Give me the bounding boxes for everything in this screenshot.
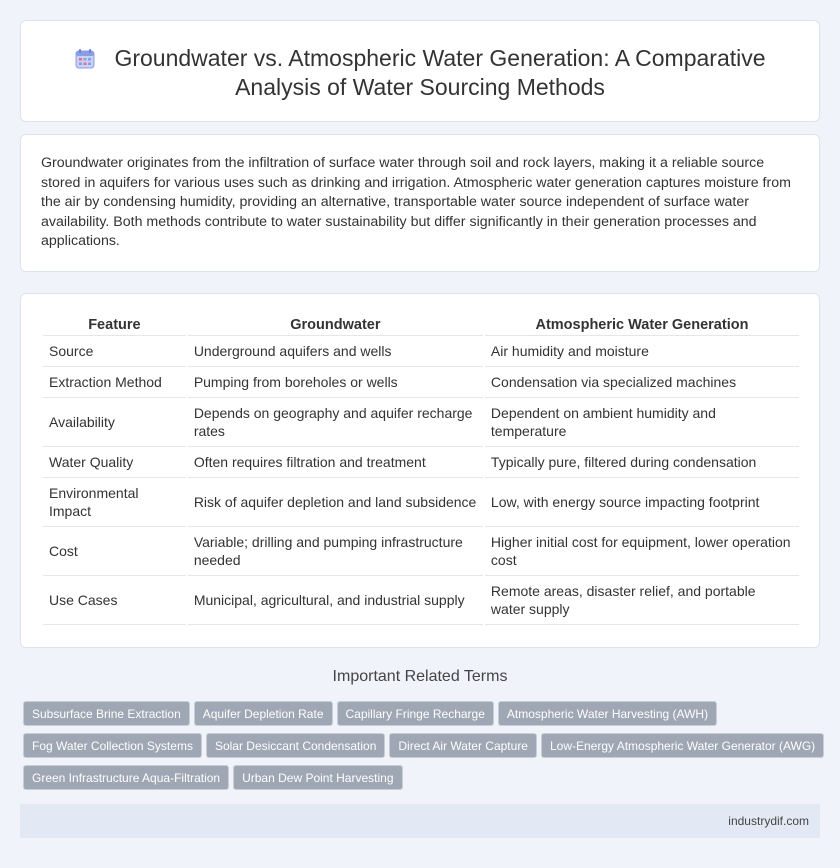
table-row [43, 527, 799, 576]
table-row [43, 447, 799, 478]
comparison-table-card [20, 293, 820, 648]
title-text: Groundwater vs. Atmospheric Water Generation: A Comparative Analysis of Water Sourcing Methods [114, 45, 766, 100]
table-row [43, 478, 799, 527]
footer-site-link[interactable]: industrydif.com [728, 814, 809, 828]
row-groundwater: Depends on geography and aquifer recharge rates [188, 398, 483, 447]
comparison-table [41, 314, 801, 625]
calendar-icon [74, 48, 96, 70]
related-term-tag[interactable]: Urban Dew Point Harvesting [233, 765, 402, 790]
related-terms-heading: Important Related Terms [332, 668, 508, 685]
row-atmospheric: Condensation via specialized machines [485, 367, 799, 398]
related-term-tag[interactable]: Atmospheric Water Harvesting (AWH) [498, 701, 717, 726]
row-groundwater: Variable; drilling and pumping infrastructure needed [188, 527, 483, 576]
related-term-tag[interactable]: Green Infrastructure Aqua-Filtration [23, 765, 229, 790]
tag-row [23, 701, 823, 733]
row-feature: Water Quality [43, 447, 186, 478]
row-groundwater: Pumping from boreholes or wells [188, 367, 483, 398]
header-groundwater: Groundwater [188, 314, 483, 336]
page-title [61, 44, 779, 102]
row-feature: Source [43, 336, 186, 367]
row-feature: Cost [43, 527, 186, 576]
row-atmospheric: Remote areas, disaster relief, and portable water supply [485, 576, 799, 625]
row-groundwater: Often requires filtration and treatment [188, 447, 483, 478]
row-atmospheric: Typically pure, filtered during condensation [485, 447, 799, 478]
related-term-tag[interactable]: Direct Air Water Capture [389, 733, 537, 758]
related-term-tag[interactable]: Aquifer Depletion Rate [194, 701, 333, 726]
table-row [43, 576, 799, 625]
row-atmospheric: Higher initial cost for equipment, lower operation cost [485, 527, 799, 576]
related-term-tag[interactable]: Capillary Fringe Recharge [337, 701, 494, 726]
row-groundwater: Risk of aquifer depletion and land subsidence [188, 478, 483, 527]
intro-paragraph: Groundwater originates from the infiltration of surface water through soil and rock layers, making it a reliable source stored in aquifers for various uses such as drinking and irrigation. Atmospheric water generation captures moisture from the air by condensing humidity, providing an alternative, transportable water source independent of surface water availability. Both methods contribute to water sustainability but differ significantly in their generation processes and applications. [41, 155, 791, 249]
related-term-tag[interactable]: Solar Desiccant Condensation [206, 733, 385, 758]
related-term-tag[interactable]: Fog Water Collection Systems [23, 733, 202, 758]
related-term-tag[interactable]: Low-Energy Atmospheric Water Generator (AWG) [541, 733, 824, 758]
header-feature: Feature [43, 314, 186, 336]
table-row [43, 336, 799, 367]
tag-row [23, 733, 823, 765]
footer [20, 804, 820, 838]
row-groundwater: Underground aquifers and wells [188, 336, 483, 367]
row-feature: Use Cases [43, 576, 186, 625]
row-feature: Environmental Impact [43, 478, 186, 527]
row-feature: Availability [43, 398, 186, 447]
title-card [20, 20, 820, 122]
row-atmospheric: Air humidity and moisture [485, 336, 799, 367]
related-terms-list [23, 701, 823, 797]
related-term-tag[interactable]: Subsurface Brine Extraction [23, 701, 190, 726]
table-header-row [43, 314, 799, 336]
tag-row [23, 765, 823, 797]
header-atmospheric: Atmospheric Water Generation [485, 314, 799, 336]
row-atmospheric: Low, with energy source impacting footprint [485, 478, 799, 527]
intro-card [20, 134, 820, 272]
table-row [43, 367, 799, 398]
row-atmospheric: Dependent on ambient humidity and temperature [485, 398, 799, 447]
row-groundwater: Municipal, agricultural, and industrial supply [188, 576, 483, 625]
row-feature: Extraction Method [43, 367, 186, 398]
table-row [43, 398, 799, 447]
